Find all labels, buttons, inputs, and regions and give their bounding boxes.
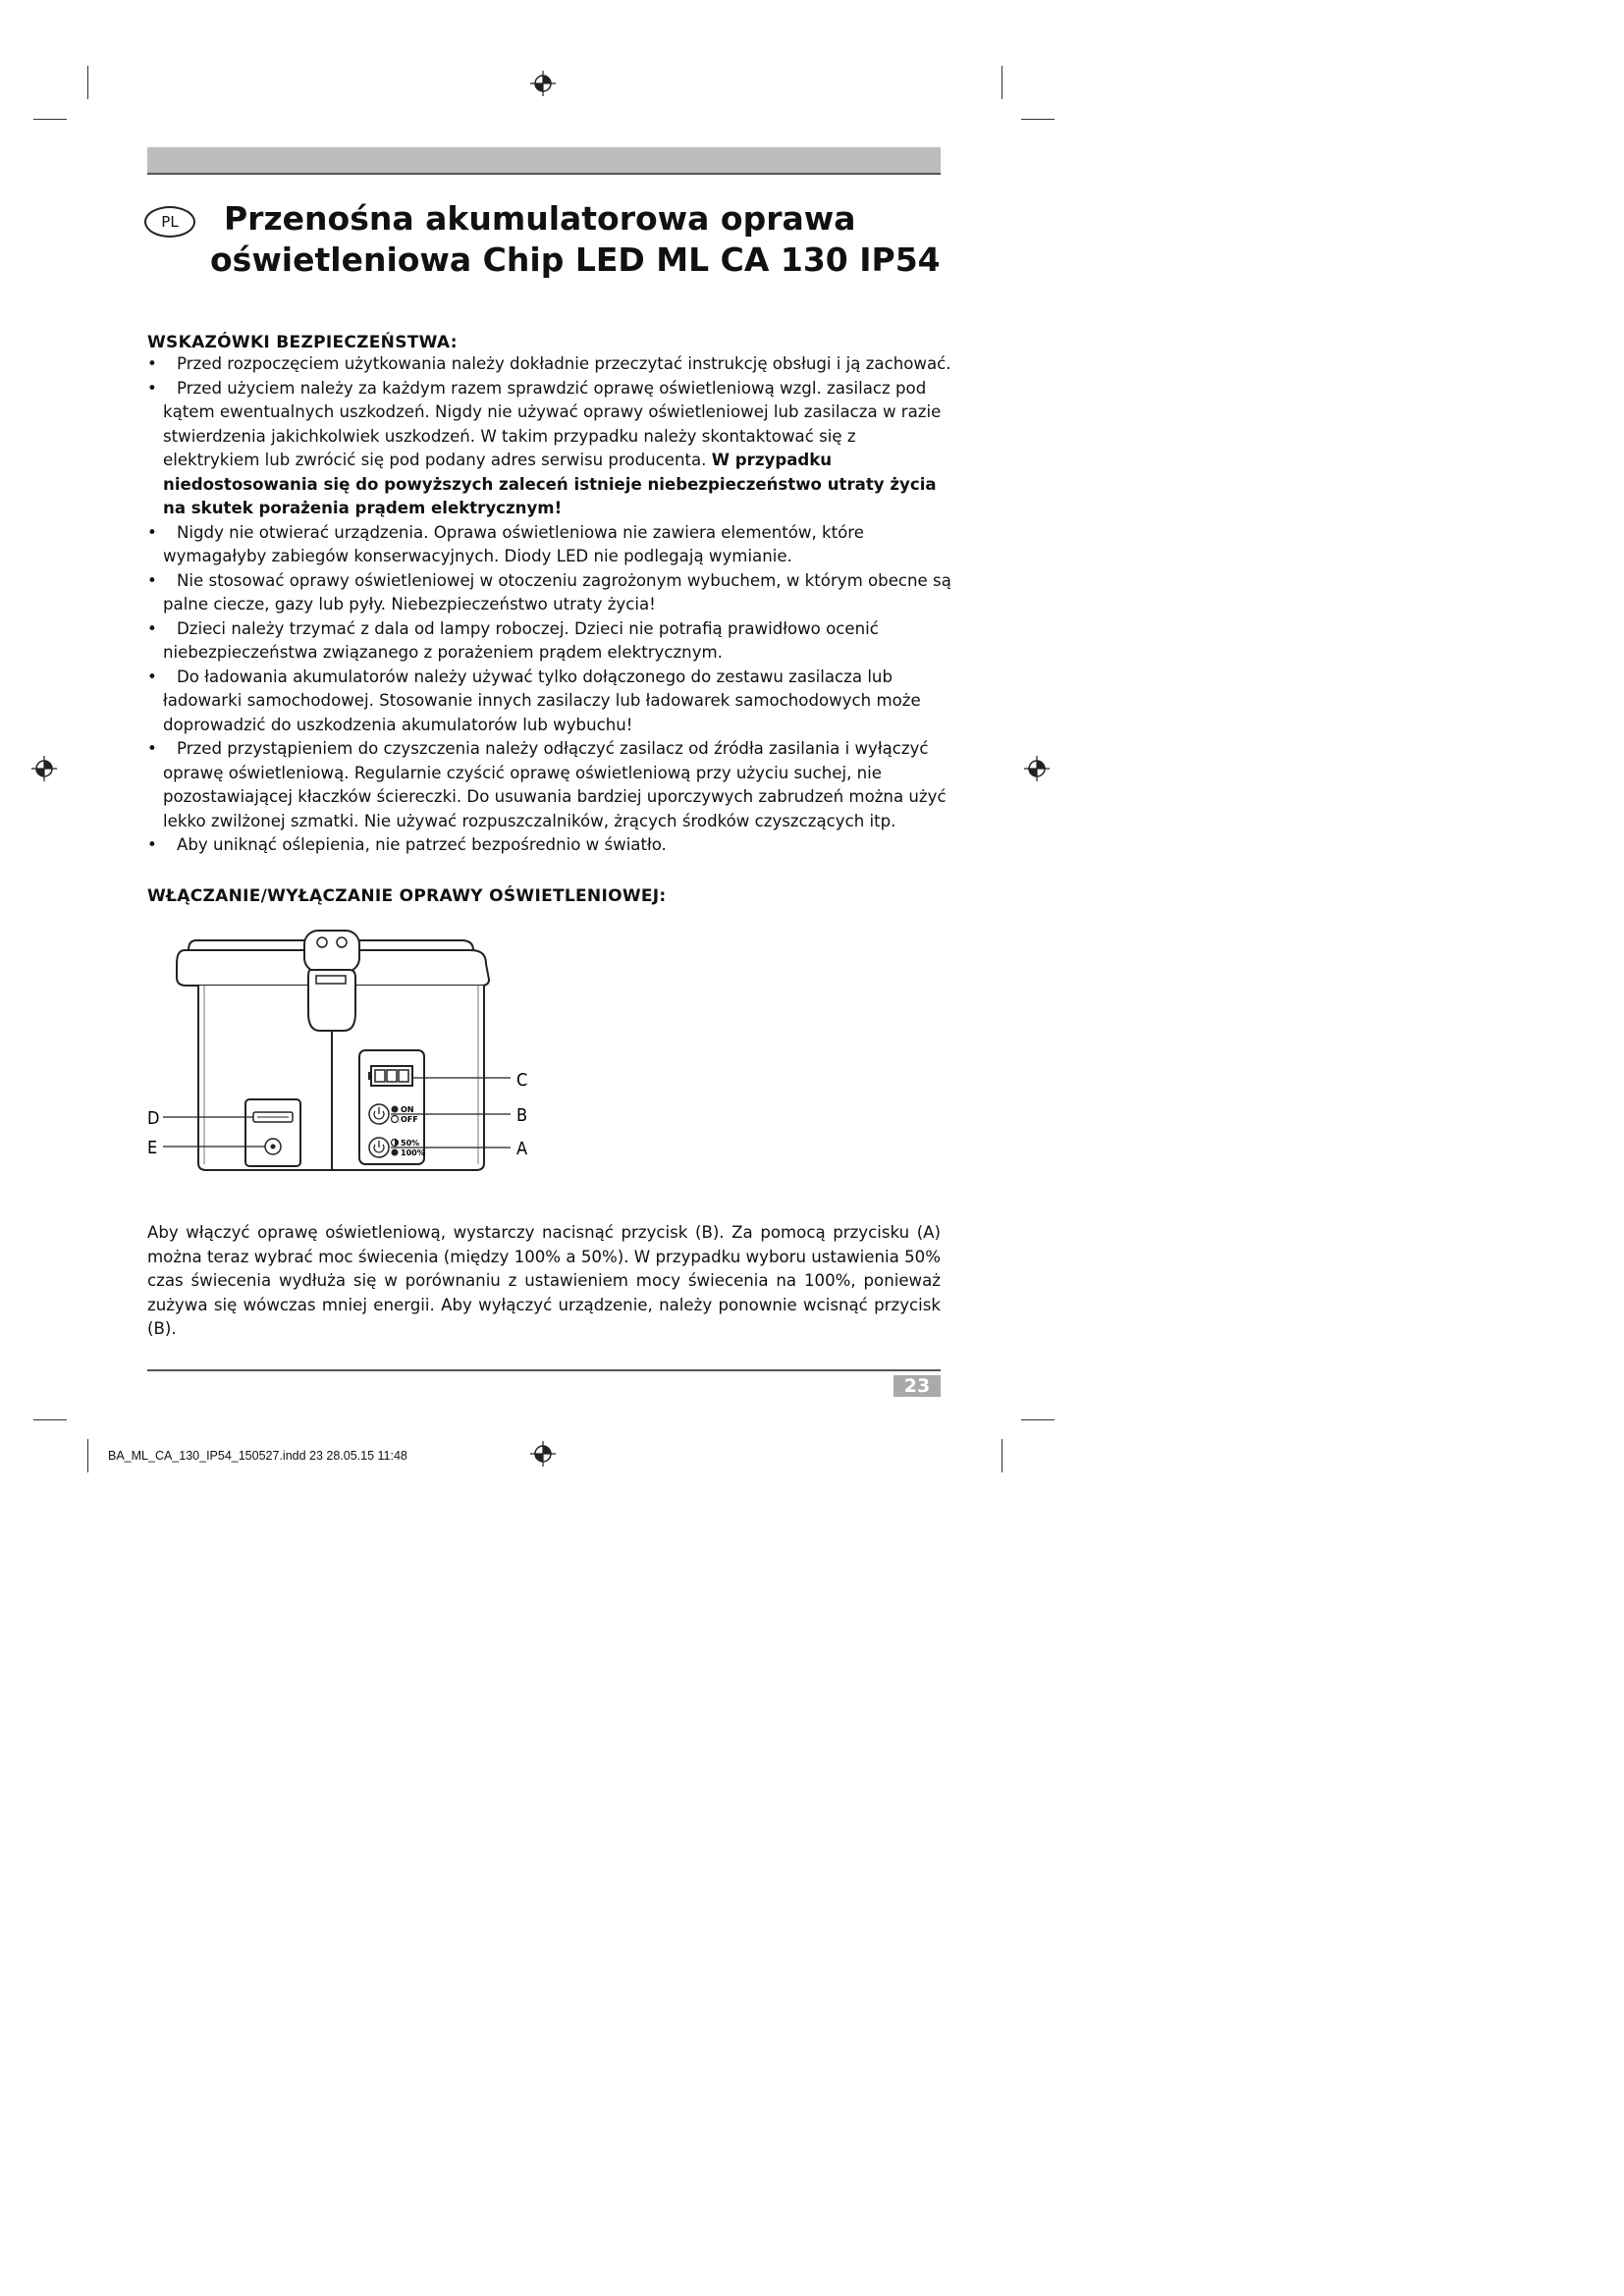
- safety-list: [147, 352, 952, 858]
- page-title-line-2: oświetleniowa Chip LED ML CA 130 IP54: [210, 240, 941, 279]
- list-item: • Przed rozpoczęciem użytkowania należy dokładnie przeczytać instrukcję obsługi i ją zachować.: [147, 354, 951, 373]
- list-item: • Nigdy nie otwierać urządzenia. Oprawa oświetleniowa nie zawiera elementów, które wymagałyby zabiegów konserwacyjnych. Diody LED nie podlegają wymianie.: [147, 522, 864, 565]
- list-item: • Aby uniknąć oślepienia, nie patrzeć bezpośrednio w światło.: [147, 835, 667, 854]
- list-item: • Przed użyciem należy za każdym razem sprawdzić oprawę oświetleniową wzgl. zasilacz pod kątem ewentualnych uszkodzeń. Nigdy nie używać oprawy oświetleniowej lub zasilacza w razie stwierdzenia jakichkolwiek uszkodzeń. W takim przypadku należy skontaktować się z elektrykiem lub zwrócić się pod podany adres serwisu producenta. W przypadku niedostosowania się do powyższych zaleceń istnieje niebezpieczeństwo utraty życia na skutek porażenia prądem elektrycznym!: [147, 378, 942, 517]
- safety-warning-bold: W przypadku niedostosowania się do powyższych zaleceń istnieje niebezpieczeństwo utraty życia na skutek porażenia prądem elektrycznym!: [163, 451, 937, 517]
- list-item: • Przed przystąpieniem do czyszczenia należy odłączyć zasilacz od źródła zasilania i wyłączyć oprawę oświetleniową. Regularnie czyścić oprawę oświetleniową przy użyciu suchej, nie pozostawiającej kłaczków ściereczki. Do usuwania bardziej uporczywych zabrudzeń można użyć lekko zwilżonej szmatki. Nie używać rozpuszczalników, żrących środków czyszczących itp.: [147, 739, 947, 830]
- list-item: • Do ładowania akumulatorów należy używać tylko dołączonego do zestawu zasilacza lub ładowarki samochodowej. Stosowanie innych zasilaczy lub ładowarek samochodowych może doprowadzić do uszkodzenia akumulatorów lub wybuchu!: [147, 667, 921, 734]
- crop-mark-bottom-right: [1001, 1439, 1002, 1472]
- registration-mark-icon: [530, 1441, 556, 1467]
- label-b: B: [516, 1105, 528, 1126]
- safety-section: [147, 333, 952, 858]
- svg-text:OFF: OFF: [401, 1115, 418, 1124]
- page-title: [210, 198, 941, 281]
- label-d: D: [147, 1108, 160, 1129]
- registration-mark-icon: [530, 71, 556, 96]
- crop-mark-bottom-right-h: [1021, 1419, 1055, 1420]
- print-slug: BA_ML_CA_130_IP54_150527.indd 23 28.05.15 11:48: [108, 1449, 407, 1463]
- page-title-line-1: Przenośna akumulatorowa oprawa: [224, 199, 856, 238]
- svg-text:ON: ON: [401, 1105, 414, 1114]
- device-diagram: [137, 923, 550, 1178]
- list-item: • Nie stosować oprawy oświetleniowej w otoczeniu zagrożonym wybuchem, w którym obecne są palne ciecze, gazy lub pyły. Niebezpieczeństwo utraty życia!: [147, 570, 951, 614]
- header-bar: [147, 147, 941, 175]
- label-a: A: [516, 1139, 528, 1159]
- page-number: 23: [893, 1375, 941, 1397]
- switching-heading: WŁĄCZANIE/WYŁĄCZANIE OPRAWY OŚWIETLENIOWEJ:: [147, 886, 667, 906]
- crop-mark-bottom-left-h: [33, 1419, 67, 1420]
- crop-mark-bottom-left: [87, 1439, 88, 1472]
- registration-mark-icon: [1024, 756, 1050, 781]
- language-badge: PL: [144, 206, 195, 238]
- registration-mark-icon: [31, 756, 57, 781]
- label-e: E: [147, 1138, 158, 1158]
- crop-mark-top-left: [87, 66, 88, 99]
- crop-mark-top-left-h: [33, 119, 67, 120]
- svg-text:50%: 50%: [401, 1139, 420, 1148]
- svg-text:100%: 100%: [401, 1148, 425, 1157]
- crop-mark-top-right: [1001, 66, 1002, 99]
- operation-paragraph: Aby włączyć oprawę oświetleniową, wystarczy nacisnąć przycisk (B). Za pomocą przycisku (A) można teraz wybrać moc świecenia (między 100% a 50%). W przypadku wyboru ustawienia 50% czas świecenia wydłuża się w porównaniu z ustawieniem mocy świecenia na 100%, ponieważ zużywa się wówczas mniej energii. Aby wyłączyć urządzenie, należy ponownie wcisnąć przycisk (B).: [147, 1223, 941, 1338]
- footer-rule: [147, 1369, 941, 1371]
- label-c: C: [516, 1070, 528, 1091]
- safety-heading: WSKAZÓWKI BEZPIECZEŃSTWA:: [147, 333, 458, 352]
- crop-mark-top-right-h: [1021, 119, 1055, 120]
- list-item: • Dzieci należy trzymać z dala od lampy roboczej. Dzieci nie potrafią prawidłowo ocenić niebezpieczeństwa związanego z porażeniem prądem elektrycznym.: [147, 618, 879, 662]
